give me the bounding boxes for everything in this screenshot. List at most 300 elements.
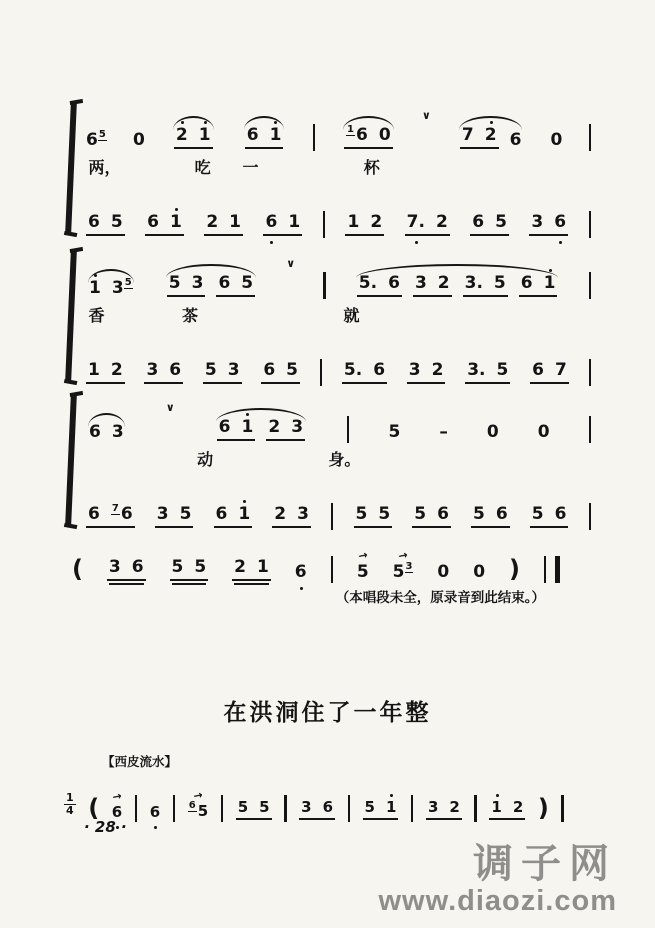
note-digit: 7. bbox=[406, 212, 425, 232]
note-digit: 1 bbox=[347, 212, 360, 232]
beam-group bbox=[204, 214, 243, 236]
note-digit: 6 bbox=[437, 504, 449, 524]
note bbox=[86, 129, 107, 150]
octave-dot-below bbox=[154, 826, 157, 829]
beam-group bbox=[266, 419, 305, 441]
music-system-2 bbox=[86, 242, 591, 384]
note-digit: 6 bbox=[246, 125, 259, 145]
note bbox=[436, 214, 448, 231]
note-digit: 2 bbox=[431, 360, 444, 380]
note bbox=[112, 424, 124, 441]
note-digit: 2 bbox=[512, 798, 524, 816]
note-digit: 5 bbox=[197, 802, 209, 820]
note-digit: 2 bbox=[449, 798, 460, 816]
note bbox=[169, 362, 181, 379]
beam-group bbox=[354, 506, 393, 528]
note bbox=[146, 362, 158, 379]
beam-group bbox=[214, 506, 253, 528]
beam-group bbox=[345, 214, 384, 236]
accompaniment-line bbox=[86, 329, 591, 384]
note-digit: 2 bbox=[484, 125, 497, 145]
note bbox=[238, 800, 248, 815]
note-digit: 3 bbox=[531, 212, 544, 232]
note-digit: 0 bbox=[486, 422, 499, 442]
note-digit: 5 bbox=[355, 504, 368, 524]
grace-note: 7 bbox=[111, 503, 119, 514]
note-digit: 3 bbox=[408, 360, 421, 380]
note bbox=[192, 275, 204, 292]
beam-group bbox=[216, 275, 255, 297]
note bbox=[432, 362, 444, 379]
barline bbox=[284, 795, 286, 822]
note-digit: 5 bbox=[388, 422, 401, 442]
grace-note: 3 bbox=[405, 561, 413, 572]
beam-group bbox=[155, 506, 194, 528]
music-system-3 bbox=[86, 386, 591, 528]
note-digit: 1 bbox=[269, 125, 282, 145]
meter-signature bbox=[64, 792, 76, 817]
note bbox=[206, 214, 218, 231]
note-digit: 5. bbox=[343, 360, 363, 380]
note bbox=[532, 362, 544, 379]
beam-group bbox=[107, 559, 146, 581]
note-digit: 6 bbox=[86, 130, 98, 150]
barline bbox=[411, 795, 413, 822]
octave-dot-above bbox=[274, 121, 277, 124]
slide-mark: → bbox=[356, 548, 369, 563]
note-digit: 6 bbox=[265, 212, 278, 232]
note bbox=[409, 362, 421, 379]
tune-label: 【西皮流水】 bbox=[102, 755, 178, 769]
note bbox=[495, 214, 507, 231]
note-digit: 5 bbox=[194, 557, 207, 577]
barline bbox=[561, 795, 563, 822]
beam-group bbox=[232, 559, 271, 581]
note-digit: 5 bbox=[204, 360, 217, 380]
recording-note: （本唱段未全，原录音到此结束。） bbox=[335, 590, 545, 605]
barline bbox=[589, 359, 591, 386]
note bbox=[437, 506, 449, 523]
lyrics-line bbox=[86, 441, 591, 473]
breath-mark: ∨ bbox=[286, 257, 296, 270]
breath-mark: ∨ bbox=[165, 401, 175, 414]
note bbox=[491, 800, 501, 815]
note bbox=[344, 362, 362, 379]
barline bbox=[474, 795, 476, 822]
octave-dot-above bbox=[390, 794, 393, 797]
note-digit: 6 bbox=[149, 803, 161, 821]
beam-group bbox=[530, 362, 569, 384]
note bbox=[247, 127, 259, 144]
beam-group bbox=[529, 214, 568, 236]
slur-group bbox=[457, 127, 525, 149]
note bbox=[462, 127, 474, 144]
system-bracket-icon bbox=[65, 102, 77, 234]
slide-mark: → bbox=[397, 548, 409, 563]
note bbox=[257, 559, 269, 576]
note bbox=[521, 275, 533, 292]
system-bracket-icon bbox=[65, 250, 77, 382]
note-digit: 1 bbox=[88, 360, 100, 380]
note bbox=[89, 280, 101, 297]
slur-group bbox=[164, 275, 258, 297]
note-digit: 1 bbox=[238, 504, 251, 524]
note bbox=[265, 214, 277, 231]
note bbox=[286, 362, 298, 379]
note bbox=[378, 506, 390, 523]
note bbox=[172, 559, 184, 576]
slide-mark: → bbox=[111, 789, 123, 804]
note-digit: 5 bbox=[110, 212, 123, 232]
beam-group bbox=[217, 419, 256, 441]
note bbox=[370, 214, 382, 231]
note bbox=[472, 214, 484, 231]
note-digit: 7 bbox=[461, 125, 474, 145]
note bbox=[170, 214, 182, 231]
coda-block bbox=[72, 526, 560, 581]
note bbox=[133, 132, 145, 149]
note-digit: 5 bbox=[392, 562, 405, 582]
note-digit: 1 bbox=[257, 557, 269, 577]
note bbox=[176, 127, 188, 144]
note bbox=[538, 424, 550, 441]
note bbox=[89, 424, 101, 441]
lyric-syllable: 香 bbox=[88, 308, 105, 325]
note bbox=[301, 800, 311, 815]
note bbox=[473, 564, 485, 581]
note-digit: 6 bbox=[356, 125, 368, 145]
grace-note: 5 bbox=[124, 277, 132, 288]
note-digit: 6 bbox=[322, 798, 333, 816]
note-digit: 2 bbox=[268, 417, 281, 437]
beam-group bbox=[261, 362, 300, 384]
breath-mark: ∨ bbox=[421, 109, 431, 122]
note bbox=[510, 132, 522, 149]
note-digit: 5. bbox=[358, 273, 378, 293]
note-digit: 1 bbox=[543, 273, 556, 293]
note-digit: 6 bbox=[131, 557, 144, 577]
beam-group bbox=[519, 275, 558, 297]
beam-group bbox=[167, 275, 206, 297]
slur-group bbox=[341, 124, 396, 149]
note-digit: 6 bbox=[111, 803, 123, 821]
note bbox=[241, 275, 253, 292]
note bbox=[111, 277, 133, 298]
intro-block bbox=[64, 752, 564, 820]
note-digit: 6 bbox=[520, 273, 533, 293]
note bbox=[297, 506, 309, 523]
coda-line bbox=[72, 526, 560, 581]
barline bbox=[323, 211, 325, 238]
note bbox=[132, 559, 144, 576]
slur-group bbox=[214, 419, 308, 441]
note-digit: 0 bbox=[550, 130, 563, 150]
note-digit: 6 bbox=[509, 130, 522, 150]
note-digit: 6 bbox=[218, 417, 231, 437]
vocal-line bbox=[86, 386, 591, 441]
note bbox=[147, 214, 159, 231]
note-digit: 1 bbox=[491, 798, 502, 816]
note-digit: 6 bbox=[294, 562, 307, 582]
note bbox=[323, 800, 333, 815]
beam-group bbox=[245, 127, 284, 149]
note bbox=[373, 362, 385, 379]
note-digit: 6 bbox=[147, 212, 159, 232]
note-digit: 6 bbox=[215, 504, 228, 524]
slide-mark: → bbox=[192, 788, 204, 803]
barline bbox=[589, 211, 591, 238]
note-digit: 3 bbox=[146, 360, 159, 380]
beam-group bbox=[426, 800, 462, 820]
beam-group bbox=[299, 800, 335, 820]
note bbox=[496, 506, 508, 523]
lyric-syllable: 茶 bbox=[181, 308, 198, 325]
barline bbox=[221, 795, 223, 822]
barline bbox=[331, 556, 333, 583]
note bbox=[438, 275, 450, 292]
note bbox=[270, 127, 282, 144]
note-digit: 6 bbox=[88, 212, 100, 232]
note bbox=[555, 506, 567, 523]
note-digit: 5 bbox=[378, 504, 391, 524]
octave-dot-above bbox=[94, 274, 97, 277]
note-digit: 5 bbox=[259, 798, 270, 816]
note bbox=[356, 506, 368, 523]
system-bracket-icon bbox=[65, 394, 77, 526]
note-digit: 6 bbox=[218, 273, 231, 293]
note-digit: 3 bbox=[291, 417, 304, 437]
note-digit: 1 bbox=[170, 212, 182, 232]
barline bbox=[589, 503, 591, 530]
beam-group bbox=[363, 800, 399, 820]
note-digit: 0 bbox=[473, 562, 486, 582]
beam-group bbox=[86, 503, 135, 528]
beam-group bbox=[174, 127, 213, 149]
watermark bbox=[378, 842, 617, 918]
note bbox=[554, 214, 566, 231]
note bbox=[392, 548, 414, 582]
barline bbox=[347, 416, 349, 443]
octave-dot-above bbox=[204, 121, 207, 124]
note bbox=[473, 506, 485, 523]
note bbox=[88, 214, 100, 231]
note bbox=[88, 506, 100, 523]
note-digit: 3. bbox=[467, 360, 486, 380]
accompaniment-line bbox=[86, 473, 591, 528]
note bbox=[551, 132, 563, 149]
note bbox=[414, 506, 426, 523]
beam-group bbox=[263, 214, 302, 236]
barline bbox=[320, 359, 322, 386]
note-digit: 1 bbox=[198, 125, 211, 145]
lyric-syllable: 杯 bbox=[363, 160, 380, 177]
beam-group bbox=[86, 362, 125, 384]
note bbox=[219, 419, 231, 436]
note-digit: 5 bbox=[364, 798, 375, 816]
note bbox=[555, 362, 567, 379]
note-digit: 2 bbox=[437, 273, 450, 293]
note-digit: 5 bbox=[473, 504, 485, 524]
parenthesis: ( bbox=[88, 794, 100, 822]
vocal-line bbox=[86, 242, 591, 297]
lyrics-line bbox=[86, 297, 591, 329]
note bbox=[291, 419, 303, 436]
note bbox=[242, 419, 254, 436]
note bbox=[465, 275, 483, 292]
note bbox=[199, 127, 211, 144]
barline bbox=[589, 272, 591, 299]
note-digit: 3 bbox=[156, 504, 169, 524]
grace-note: 5 bbox=[98, 129, 106, 140]
note-digit: 6 bbox=[263, 360, 276, 380]
note bbox=[467, 362, 485, 379]
note-digit: 3 bbox=[227, 360, 240, 380]
note bbox=[229, 214, 241, 231]
note-digit: 1 bbox=[229, 212, 241, 232]
note bbox=[386, 800, 396, 815]
note-digit: 1 bbox=[288, 212, 301, 232]
note bbox=[485, 127, 497, 144]
note-digit: 3 bbox=[297, 504, 309, 524]
octave-dot-above bbox=[496, 794, 499, 797]
note-digit: 1 bbox=[241, 417, 254, 437]
beam-group bbox=[471, 506, 510, 528]
note bbox=[88, 362, 100, 379]
note-digit: 0 bbox=[537, 422, 550, 442]
note bbox=[494, 275, 506, 292]
note bbox=[111, 503, 133, 524]
octave-dot-above bbox=[181, 121, 184, 124]
note-digit: 6 bbox=[89, 422, 101, 442]
note-digit: 5 bbox=[241, 273, 254, 293]
note bbox=[288, 214, 300, 231]
parenthesis: ) bbox=[537, 794, 549, 822]
note bbox=[513, 800, 523, 815]
beam-group bbox=[236, 800, 272, 820]
lyric-syllable: 身。 bbox=[328, 452, 361, 469]
note bbox=[234, 559, 246, 576]
slur-group bbox=[354, 275, 561, 297]
barline bbox=[135, 795, 137, 822]
note bbox=[379, 127, 391, 144]
note-digit: 0 bbox=[378, 125, 391, 145]
octave-dot-above bbox=[490, 121, 493, 124]
lyric-syllable: 一 bbox=[242, 160, 259, 177]
note bbox=[188, 788, 209, 820]
note bbox=[497, 362, 509, 379]
barline bbox=[348, 795, 350, 822]
note bbox=[150, 805, 160, 820]
note-digit: 1 bbox=[89, 278, 101, 298]
note-digit: 6 bbox=[554, 504, 567, 524]
note bbox=[295, 564, 307, 581]
octave-dot-above bbox=[246, 413, 249, 416]
note bbox=[169, 275, 181, 292]
slur-group bbox=[86, 424, 127, 441]
beam-group bbox=[344, 124, 393, 149]
lyric-syllable: 动 bbox=[197, 452, 214, 469]
note-digit: 2 bbox=[370, 212, 383, 232]
grace-note: 6 bbox=[188, 800, 196, 811]
note bbox=[194, 559, 206, 576]
beam-group bbox=[405, 214, 450, 236]
note-digit: 0 bbox=[437, 562, 450, 582]
barline bbox=[323, 272, 325, 299]
barline bbox=[589, 124, 591, 151]
note-digit: 0 bbox=[132, 130, 145, 150]
octave-dot-above bbox=[243, 500, 246, 503]
note bbox=[268, 419, 280, 436]
beam-group bbox=[407, 362, 446, 384]
note-digit: 6 bbox=[532, 360, 544, 380]
note bbox=[487, 424, 499, 441]
beam-group bbox=[203, 362, 242, 384]
note-digit: 2 bbox=[175, 125, 188, 145]
note bbox=[439, 424, 448, 441]
note-digit: 5 bbox=[286, 360, 298, 380]
octave-dot-above bbox=[175, 208, 178, 211]
watermark-url: www.diaozi.com bbox=[378, 885, 617, 917]
note-digit: 6 bbox=[388, 273, 400, 293]
beam-group bbox=[465, 362, 510, 384]
note bbox=[544, 275, 556, 292]
note-digit: 3 bbox=[111, 422, 124, 442]
note-digit: 3 bbox=[111, 278, 124, 298]
beam-group bbox=[145, 214, 184, 236]
note-digit: 2 bbox=[274, 504, 287, 524]
beam-group bbox=[530, 506, 569, 528]
beam-group bbox=[170, 559, 209, 581]
note-digit: 5 bbox=[168, 273, 181, 293]
note-digit: 6 bbox=[472, 212, 485, 232]
barline bbox=[173, 795, 175, 822]
lyric-syllable: 就 bbox=[343, 308, 360, 325]
note-digit: 3 bbox=[301, 798, 312, 816]
beam-group bbox=[470, 214, 509, 236]
note-digit: 5 bbox=[495, 212, 507, 232]
music-system-1 bbox=[86, 94, 591, 236]
page-number: · 28 · bbox=[84, 818, 127, 836]
note-digit: 5 bbox=[496, 360, 509, 380]
note bbox=[388, 275, 400, 292]
beam-group bbox=[460, 127, 499, 149]
note-digit: 3 bbox=[191, 273, 204, 293]
note bbox=[347, 214, 359, 231]
note-digit: 5 bbox=[179, 504, 192, 524]
note-digit: 2 bbox=[435, 212, 448, 232]
note bbox=[218, 275, 230, 292]
note-digit: 6 bbox=[120, 504, 133, 524]
note bbox=[216, 506, 228, 523]
note-digit: 5 bbox=[493, 273, 506, 293]
note-digit: 2 bbox=[110, 360, 123, 380]
note-digit: 5 bbox=[531, 504, 544, 524]
note bbox=[238, 506, 250, 523]
note-digit: 6 bbox=[373, 360, 386, 380]
note-digit: 5 bbox=[171, 557, 184, 577]
note-digit: 7 bbox=[554, 360, 567, 380]
parenthesis: ( bbox=[72, 555, 83, 583]
note bbox=[180, 506, 192, 523]
note bbox=[359, 275, 377, 292]
note bbox=[388, 424, 400, 441]
note bbox=[449, 800, 459, 815]
beam-group bbox=[86, 214, 125, 236]
barline bbox=[589, 416, 591, 443]
beam-group bbox=[489, 800, 525, 820]
note bbox=[365, 800, 375, 815]
note bbox=[157, 506, 169, 523]
